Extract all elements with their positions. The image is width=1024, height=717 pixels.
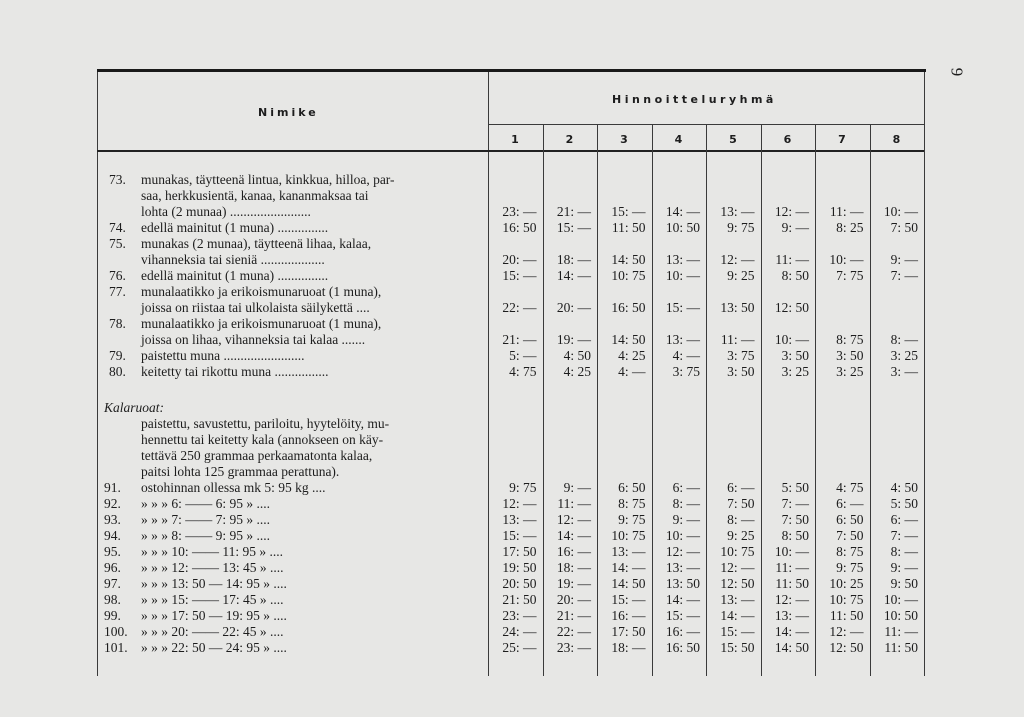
price-cell: 8: 75 (836, 332, 864, 347)
price-cell: 4: 25 (563, 364, 591, 379)
row-description-line: » » » 8: —— 9: 95 » .... (141, 528, 271, 543)
group-number: 4 (674, 133, 683, 146)
row-number: 74. (109, 220, 126, 235)
price-cell: 9: — (672, 512, 700, 527)
price-cell: 3: 50 (836, 348, 864, 363)
price-cell: 10: — (665, 268, 700, 283)
price-cell: 13: — (665, 252, 700, 267)
row-description-line: lohta (2 munaa) ........................ (141, 204, 311, 219)
row-description-line: joissa on lihaa, vihanneksia tai kalaa ....... (141, 332, 366, 347)
price-cell: 4: 75 (836, 480, 864, 495)
price-cell: 11: 50 (829, 608, 864, 623)
price-cell: 4: 50 (890, 480, 918, 495)
price-cell: 3: 25 (781, 364, 809, 379)
price-cell: 13: — (611, 544, 646, 559)
price-cell: 23: — (502, 608, 537, 623)
price-cell: 12: — (720, 560, 755, 575)
price-cell: 10: 75 (829, 592, 864, 607)
price-cell: 16: — (665, 624, 700, 639)
price-cell: 17: 50 (502, 544, 537, 559)
row-number: 77. (109, 284, 126, 299)
price-cell: 11: — (557, 496, 591, 511)
group-column-rule (706, 124, 707, 676)
price-cell: 10: — (774, 332, 809, 347)
price-cell: 14: 50 (774, 640, 809, 655)
price-cell: 7: 50 (890, 220, 918, 235)
group-column-rule (652, 124, 653, 676)
price-cell: 19: — (556, 332, 591, 347)
price-cell: 7: 50 (727, 496, 755, 511)
price-cell: 9: 75 (509, 480, 537, 495)
row-description-line: joissa on riistaa tai ulkolaista säilykettä .... (141, 300, 370, 315)
price-cell: 10: — (883, 204, 918, 219)
header-bottom-rule (97, 150, 924, 152)
price-cell: 3: — (890, 364, 918, 379)
price-cell: 12: — (665, 544, 700, 559)
price-cell: 7: 50 (836, 528, 864, 543)
price-cell: 13: 50 (720, 300, 755, 315)
price-cell: 10: 25 (829, 576, 864, 591)
price-cell: 11: — (775, 252, 809, 267)
price-cell: 6: — (727, 480, 755, 495)
row-number: 95. (104, 544, 121, 559)
price-cell: 4: 50 (563, 348, 591, 363)
section-intro-line: paistettu, savustettu, pariloitu, hyytelöity, mu- (141, 416, 390, 431)
price-cell: 15: — (665, 300, 700, 315)
price-cell: 10: 75 (611, 268, 646, 283)
price-cell: 16: — (556, 544, 591, 559)
price-cell: 24: — (502, 624, 537, 639)
price-cell: 15: — (611, 204, 646, 219)
price-cell: 10: — (829, 252, 864, 267)
row-description-line: vihanneksia tai sieniä ................... (141, 252, 325, 267)
column-header-name: Nimike (258, 106, 319, 119)
group-number: 1 (511, 133, 519, 146)
price-cell: 4: 25 (618, 348, 646, 363)
price-cell: 19: — (556, 576, 591, 591)
price-cell: 11: 50 (611, 220, 646, 235)
price-cell: 14: 50 (611, 332, 646, 347)
price-cell: 13: — (720, 592, 755, 607)
price-cell: 14: — (611, 560, 646, 575)
price-cell: 14: — (665, 204, 700, 219)
price-cell: 9: — (781, 220, 809, 235)
price-cell: 13: — (665, 332, 700, 347)
price-cell: 6: 50 (618, 480, 646, 495)
price-cell: 25: — (502, 640, 537, 655)
price-cell: 3: 50 (781, 348, 809, 363)
row-number: 73. (109, 172, 126, 187)
row-description-line: munalaatikko ja erikoismunaruoat (1 muna), (141, 284, 382, 299)
price-cell: 5: — (509, 348, 537, 363)
price-cell: 7: 50 (781, 512, 809, 527)
row-description-line: » » » 6: —— 6: 95 » .... (141, 496, 271, 511)
price-cell: 3: 50 (727, 364, 755, 379)
group-column-rule (543, 124, 544, 676)
price-cell: 8: 50 (781, 268, 809, 283)
price-cell: 5: 50 (781, 480, 809, 495)
price-cell: 8: 50 (781, 528, 809, 543)
price-cell: 14: — (556, 268, 591, 283)
price-cell: 12: 50 (829, 640, 864, 655)
section-intro-line: tettävä 250 grammaa perkaamatonta kalaa, (141, 448, 373, 463)
row-description-line: munakas (2 munaa), täytteenä lihaa, kalaa, (141, 236, 372, 251)
price-cell: 17: 50 (611, 624, 646, 639)
group-number: 3 (620, 133, 628, 146)
price-cell: 3: 25 (890, 348, 918, 363)
price-cell: 22: — (502, 300, 537, 315)
price-cell: 14: — (665, 592, 700, 607)
price-cell: 16: — (611, 608, 646, 623)
price-cell: 15: — (502, 528, 537, 543)
group-column-rule (597, 124, 598, 676)
group-number: 8 (892, 133, 901, 146)
price-cell: 12: — (829, 624, 864, 639)
price-cell: 15: — (611, 592, 646, 607)
row-description-line: edellä mainitut (1 muna) ............... (141, 268, 329, 283)
price-cell: 9: — (890, 560, 918, 575)
row-number: 97. (104, 576, 121, 591)
row-number: 75. (109, 236, 126, 251)
price-cell: 13: — (665, 560, 700, 575)
price-cell: 12: — (774, 204, 809, 219)
section-intro-line: paitsi lohta 125 grammaa perattuna). (141, 464, 340, 479)
price-cell: 10: — (774, 544, 809, 559)
row-number: 96. (104, 560, 121, 575)
price-cell: 20: — (556, 300, 591, 315)
row-number: 99. (104, 608, 121, 623)
price-cell: 3: 75 (672, 364, 700, 379)
price-cell: 11: — (720, 332, 755, 347)
price-cell: 21: — (502, 332, 537, 347)
price-cell: 12: — (556, 512, 591, 527)
row-description-line: » » » 10: —— 11: 95 » .... (141, 544, 284, 559)
price-cell: 6: — (890, 512, 918, 527)
section-intro-line: hennettu tai keitetty kala (annokseen on käy- (141, 432, 384, 447)
price-cell: 14: 50 (611, 576, 646, 591)
row-description-line: » » » 13: 50 — 14: 95 » .... (141, 576, 287, 591)
price-cell: 15: — (720, 624, 755, 639)
price-cell: 10: — (883, 592, 918, 607)
price-cell: 19: 50 (502, 560, 537, 575)
price-cell: 15: — (556, 220, 591, 235)
price-cell: 7: — (890, 528, 918, 543)
price-cell: 8: — (727, 512, 755, 527)
group-column-rule (761, 124, 762, 676)
price-cell: 21: — (556, 204, 591, 219)
name-column-rule (488, 72, 489, 676)
price-cell: 7: — (890, 268, 918, 283)
price-cell: 12: — (774, 592, 809, 607)
table-left-rule (97, 72, 98, 676)
price-cell: 9: 75 (618, 512, 646, 527)
section-heading: Kalaruoat: (104, 400, 165, 415)
price-cell: 12: 50 (774, 300, 809, 315)
price-cell: 16: 50 (502, 220, 537, 235)
price-cell: 8: 75 (836, 544, 864, 559)
price-cell: 9: 75 (727, 220, 755, 235)
price-cell: 12: — (502, 496, 537, 511)
price-cell: 10: 50 (665, 220, 700, 235)
group-number: 2 (565, 133, 574, 146)
price-cell: 8: — (890, 332, 918, 347)
price-cell: 9: 50 (890, 576, 918, 591)
price-cell: 14: — (556, 528, 591, 543)
price-cell: 18: — (556, 252, 591, 267)
price-cell: 11: 50 (884, 640, 918, 655)
price-cell: 7: 75 (836, 268, 864, 283)
price-cell: 13: 50 (665, 576, 700, 591)
price-cell: 4: — (618, 364, 646, 379)
page-number: 9 (947, 67, 967, 77)
price-cell: 10: 50 (883, 608, 918, 623)
price-cell: 15: — (665, 608, 700, 623)
price-cell: 11: — (829, 204, 864, 219)
row-number: 76. (109, 268, 126, 283)
row-description-line: keitetty tai rikottu muna ................ (141, 364, 329, 379)
row-number: 101. (104, 640, 128, 655)
row-number: 98. (104, 592, 121, 607)
price-cell: 20: — (556, 592, 591, 607)
price-cell: 14: — (774, 624, 809, 639)
price-cell: 9: 75 (836, 560, 864, 575)
price-cell: 8: 75 (618, 496, 646, 511)
price-cell: 15: 50 (720, 640, 755, 655)
row-description-line: paistettu muna ........................ (141, 348, 305, 363)
group-number: 6 (783, 133, 792, 146)
price-cell: 16: 50 (665, 640, 700, 655)
price-cell: 11: 50 (775, 576, 809, 591)
price-cell: 15: — (502, 268, 537, 283)
row-description-line: munalaatikko ja erikoismunaruoat (1 muna), (141, 316, 382, 331)
price-cell: 4: — (672, 348, 700, 363)
price-cell: 8: — (890, 544, 918, 559)
column-header-price-group: Hinnoitteluryhmä (612, 93, 777, 106)
price-cell: 13: — (774, 608, 809, 623)
price-cell: 4: 75 (509, 364, 537, 379)
group-column-rule (815, 124, 816, 676)
table-right-rule (924, 72, 925, 676)
row-number: 92. (104, 496, 121, 511)
price-cell: 16: 50 (611, 300, 646, 315)
row-description-line: » » » 20: —— 22: 45 » .... (141, 624, 284, 639)
price-cell: 11: — (775, 560, 809, 575)
price-cell: 13: — (720, 204, 755, 219)
price-cell: 21: 50 (502, 592, 537, 607)
row-description-line: saa, herkkusientä, kanaa, kananmaksaa tai (141, 188, 369, 203)
price-cell: 6: — (836, 496, 864, 511)
price-cell: 14: 50 (611, 252, 646, 267)
price-cell: 12: — (720, 252, 755, 267)
group-column-rule (870, 124, 871, 676)
table-top-rule (97, 69, 926, 72)
row-number: 100. (104, 624, 128, 639)
price-cell: 9: 25 (727, 268, 755, 283)
price-cell: 20: — (502, 252, 537, 267)
row-number: 91. (104, 480, 121, 495)
price-cell: 23: — (502, 204, 537, 219)
price-cell: 10: — (665, 528, 700, 543)
price-cell: 10: 75 (611, 528, 646, 543)
row-number: 78. (109, 316, 126, 331)
row-number: 94. (104, 528, 121, 543)
group-number: 7 (838, 133, 846, 146)
row-description-line: » » » 15: —— 17: 45 » .... (141, 592, 284, 607)
price-cell: 8: — (672, 496, 700, 511)
price-cell: 10: 75 (720, 544, 755, 559)
price-cell: 18: — (556, 560, 591, 575)
price-cell: 6: 50 (836, 512, 864, 527)
price-cell: 23: — (556, 640, 591, 655)
price-cell: 8: 25 (836, 220, 864, 235)
row-description-line: » » » 22: 50 — 24: 95 » .... (141, 640, 287, 655)
price-cell: 11: — (884, 624, 918, 639)
row-description-line: » » » 12: —— 13: 45 » .... (141, 560, 284, 575)
row-number: 79. (109, 348, 126, 363)
price-cell: 9: 25 (727, 528, 755, 543)
price-cell: 21: — (556, 608, 591, 623)
price-cell: 7: — (781, 496, 809, 511)
price-cell: 6: — (672, 480, 700, 495)
row-description-line: ostohinnan ollessa mk 5: 95 kg .... (141, 480, 326, 495)
row-description-line: edellä mainitut (1 muna) ............... (141, 220, 329, 235)
price-cell: 9: — (563, 480, 591, 495)
row-description-line: munakas, täytteenä lintua, kinkkua, hilloa, par- (141, 172, 395, 187)
row-description-line: » » » 17: 50 — 19: 95 » .... (141, 608, 287, 623)
price-cell: 18: — (611, 640, 646, 655)
price-cell: 12: 50 (720, 576, 755, 591)
price-cell: 14: — (720, 608, 755, 623)
price-cell: 5: 50 (890, 496, 918, 511)
price-cell: 13: — (502, 512, 537, 527)
row-description-line: » » » 7: —— 7: 95 » .... (141, 512, 271, 527)
row-number: 93. (104, 512, 121, 527)
price-cell: 3: 75 (727, 348, 755, 363)
price-cell: 9: — (890, 252, 918, 267)
row-number: 80. (109, 364, 126, 379)
price-cell: 3: 25 (836, 364, 864, 379)
group-number: 5 (729, 133, 737, 146)
price-cell: 22: — (556, 624, 591, 639)
price-cell: 20: 50 (502, 576, 537, 591)
